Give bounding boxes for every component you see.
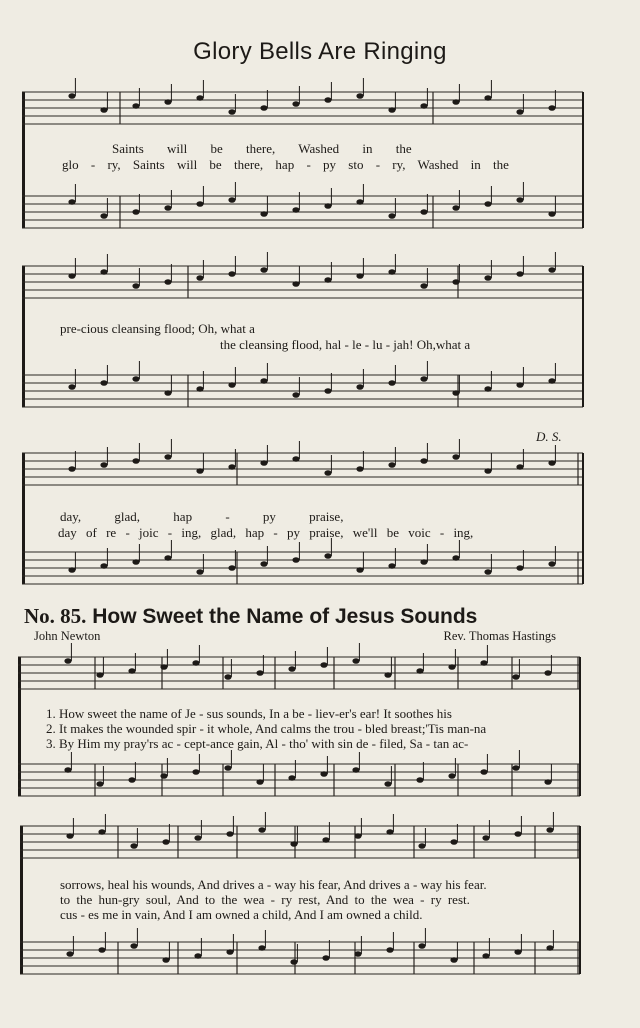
note-head bbox=[480, 660, 487, 666]
note-head bbox=[288, 775, 295, 781]
note-head bbox=[356, 273, 363, 279]
note-head bbox=[228, 464, 235, 470]
note-head bbox=[416, 668, 423, 674]
note-head bbox=[260, 105, 267, 111]
note-head bbox=[292, 557, 299, 563]
note-head bbox=[356, 567, 363, 573]
note-head bbox=[260, 561, 267, 567]
note-head bbox=[452, 279, 459, 285]
note-head bbox=[260, 267, 267, 273]
note-head bbox=[448, 664, 455, 670]
note-head bbox=[128, 668, 135, 674]
note-head bbox=[514, 949, 521, 955]
note-head bbox=[420, 283, 427, 289]
note-head bbox=[164, 279, 171, 285]
note-head bbox=[420, 559, 427, 565]
note-head bbox=[420, 209, 427, 215]
note-head bbox=[416, 777, 423, 783]
note-head bbox=[66, 833, 73, 839]
note-head bbox=[388, 269, 395, 275]
note-head bbox=[98, 947, 105, 953]
note-head bbox=[324, 277, 331, 283]
note-head bbox=[194, 953, 201, 959]
note-head bbox=[512, 765, 519, 771]
treble-staff bbox=[22, 453, 583, 485]
note-head bbox=[196, 275, 203, 281]
note-head bbox=[96, 672, 103, 678]
note-head bbox=[128, 777, 135, 783]
note-head bbox=[388, 462, 395, 468]
note-head bbox=[418, 843, 425, 849]
note-head bbox=[354, 833, 361, 839]
note-head bbox=[352, 767, 359, 773]
note-head bbox=[514, 831, 521, 837]
note-head bbox=[196, 201, 203, 207]
lyric-line: the cleansing flood, hal - le - lu - jah! Oh,what a bbox=[220, 337, 471, 352]
note-head bbox=[386, 829, 393, 835]
note-head bbox=[290, 959, 297, 965]
note-head bbox=[320, 662, 327, 668]
note-head bbox=[512, 674, 519, 680]
note-head bbox=[452, 454, 459, 460]
note-head bbox=[324, 97, 331, 103]
note-head bbox=[100, 380, 107, 386]
note-head bbox=[544, 779, 551, 785]
note-head bbox=[132, 458, 139, 464]
hymn-title: Glory Bells Are Ringing bbox=[193, 38, 447, 65]
note-head bbox=[160, 664, 167, 670]
note-head bbox=[130, 843, 137, 849]
note-head bbox=[68, 93, 75, 99]
hymn-title-text: How Sweet the Name of Jesus Sounds bbox=[92, 605, 478, 628]
note-head bbox=[194, 835, 201, 841]
note-head bbox=[548, 267, 555, 273]
note-head bbox=[66, 951, 73, 957]
note-head bbox=[228, 565, 235, 571]
system-brace bbox=[18, 657, 21, 796]
note-head bbox=[484, 468, 491, 474]
lyric-line: Saints will be there, Washed in the bbox=[112, 141, 412, 156]
note-head bbox=[448, 773, 455, 779]
note-head bbox=[224, 674, 231, 680]
note-head bbox=[388, 380, 395, 386]
note-head bbox=[484, 386, 491, 392]
note-head bbox=[388, 107, 395, 113]
note-head bbox=[164, 205, 171, 211]
system-brace bbox=[22, 453, 25, 584]
note-head bbox=[516, 271, 523, 277]
note-head bbox=[224, 765, 231, 771]
note-head bbox=[228, 271, 235, 277]
note-head bbox=[548, 561, 555, 567]
bass-staff bbox=[22, 196, 583, 228]
verse-line: cus - es me in vain, And I am owned a child, And I am owned a child. bbox=[60, 907, 423, 922]
note-head bbox=[290, 841, 297, 847]
note-head bbox=[162, 957, 169, 963]
note-head bbox=[388, 563, 395, 569]
note-head bbox=[196, 569, 203, 575]
note-head bbox=[548, 378, 555, 384]
note-head bbox=[100, 107, 107, 113]
hymn-title bbox=[24, 604, 624, 629]
note-head bbox=[548, 460, 555, 466]
note-head bbox=[162, 839, 169, 845]
note-head bbox=[132, 103, 139, 109]
note-head bbox=[548, 105, 555, 111]
note-head bbox=[260, 460, 267, 466]
note-head bbox=[548, 211, 555, 217]
note-head bbox=[64, 767, 71, 773]
note-head bbox=[192, 660, 199, 666]
note-head bbox=[228, 109, 235, 115]
bass-staff bbox=[20, 942, 580, 974]
note-head bbox=[516, 197, 523, 203]
note-head bbox=[356, 93, 363, 99]
note-head bbox=[484, 569, 491, 575]
lyric-line: pre-cious cleansing flood; Oh, what a bbox=[60, 321, 255, 336]
lyric-line: day of re - joic - ing, glad, hap - py praise, we'll be voic - ing, bbox=[58, 525, 474, 540]
note-head bbox=[452, 205, 459, 211]
verse-line: sorrows, heal his wounds, And drives a - way his fear, And drives a - way his fear. bbox=[60, 877, 487, 892]
note-head bbox=[354, 951, 361, 957]
note-head bbox=[68, 567, 75, 573]
note-head bbox=[132, 209, 139, 215]
verse-line: 1. How sweet the name of Je - sus sounds, In a be - liev-er's ear! It soothes his bbox=[46, 706, 452, 721]
note-head bbox=[292, 207, 299, 213]
note-head bbox=[450, 957, 457, 963]
note-head bbox=[452, 99, 459, 105]
note-head bbox=[96, 781, 103, 787]
note-head bbox=[256, 670, 263, 676]
note-head bbox=[260, 211, 267, 217]
note-head bbox=[68, 273, 75, 279]
note-head bbox=[450, 839, 457, 845]
bass-staff bbox=[22, 375, 583, 407]
note-head bbox=[132, 283, 139, 289]
note-head bbox=[356, 384, 363, 390]
note-head bbox=[356, 466, 363, 472]
note-head bbox=[98, 829, 105, 835]
note-head bbox=[324, 388, 331, 394]
note-head bbox=[292, 456, 299, 462]
note-head bbox=[100, 269, 107, 275]
lyric-line: glo - ry, Saints will be there, hap - py sto - ry, Washed in the bbox=[62, 157, 509, 172]
note-head bbox=[196, 95, 203, 101]
note-head bbox=[226, 949, 233, 955]
note-head bbox=[384, 781, 391, 787]
note-head bbox=[482, 835, 489, 841]
system-brace bbox=[20, 826, 23, 974]
note-head bbox=[384, 672, 391, 678]
note-head bbox=[516, 109, 523, 115]
note-head bbox=[418, 943, 425, 949]
note-head bbox=[516, 382, 523, 388]
note-head bbox=[164, 555, 171, 561]
note-head bbox=[516, 565, 523, 571]
note-head bbox=[546, 827, 553, 833]
note-head bbox=[292, 392, 299, 398]
author: John Newton bbox=[34, 629, 101, 643]
verse-line: 2. It makes the wounded spir - it whole, And calms the trou - bled breast;'Tis man-na bbox=[46, 721, 487, 736]
note-head bbox=[64, 658, 71, 664]
note-head bbox=[546, 945, 553, 951]
note-head bbox=[260, 378, 267, 384]
note-head bbox=[420, 458, 427, 464]
note-head bbox=[164, 390, 171, 396]
note-head bbox=[420, 376, 427, 382]
note-head bbox=[484, 201, 491, 207]
note-head bbox=[258, 827, 265, 833]
note-head bbox=[132, 376, 139, 382]
note-head bbox=[68, 199, 75, 205]
note-head bbox=[192, 769, 199, 775]
note-head bbox=[322, 837, 329, 843]
note-head bbox=[452, 555, 459, 561]
note-head bbox=[228, 197, 235, 203]
note-head bbox=[226, 831, 233, 837]
note-head bbox=[68, 384, 75, 390]
note-head bbox=[164, 99, 171, 105]
note-head bbox=[100, 213, 107, 219]
note-head bbox=[484, 275, 491, 281]
system-brace bbox=[22, 92, 25, 228]
note-head bbox=[160, 773, 167, 779]
note-head bbox=[196, 386, 203, 392]
note-head bbox=[544, 670, 551, 676]
hymn-number: No. 85. bbox=[24, 604, 87, 628]
note-head bbox=[132, 559, 139, 565]
note-head bbox=[288, 666, 295, 672]
note-head bbox=[196, 468, 203, 474]
note-head bbox=[480, 769, 487, 775]
note-head bbox=[130, 943, 137, 949]
system-brace bbox=[22, 266, 25, 407]
note-head bbox=[256, 779, 263, 785]
note-head bbox=[100, 462, 107, 468]
verse-line: to the hun-gry soul, And to the wea - ry rest, And to the wea - ry rest. bbox=[60, 892, 470, 907]
note-head bbox=[164, 454, 171, 460]
note-head bbox=[386, 947, 393, 953]
note-head bbox=[324, 553, 331, 559]
note-head bbox=[320, 771, 327, 777]
note-head bbox=[100, 563, 107, 569]
note-head bbox=[352, 658, 359, 664]
note-head bbox=[484, 95, 491, 101]
verse-line: 3. By Him my pray'rs ac - cept-ance gain, Al - tho' with sin de - filed, Sa - tan ac- bbox=[46, 736, 469, 751]
note-head bbox=[420, 103, 427, 109]
note-head bbox=[452, 390, 459, 396]
note-head bbox=[292, 281, 299, 287]
note-head bbox=[68, 466, 75, 472]
note-head bbox=[324, 470, 331, 476]
note-head bbox=[482, 953, 489, 959]
lyric-line: day, glad, hap - py praise, bbox=[60, 509, 344, 524]
note-head bbox=[516, 464, 523, 470]
note-head bbox=[388, 213, 395, 219]
note-head bbox=[228, 382, 235, 388]
composer: Rev. Thomas Hastings bbox=[443, 629, 556, 643]
ds-mark: D. S. bbox=[536, 429, 562, 444]
bass-staff bbox=[18, 764, 580, 796]
note-head bbox=[292, 101, 299, 107]
note-head bbox=[324, 203, 331, 209]
note-head bbox=[258, 945, 265, 951]
note-head bbox=[322, 955, 329, 961]
note-head bbox=[356, 199, 363, 205]
